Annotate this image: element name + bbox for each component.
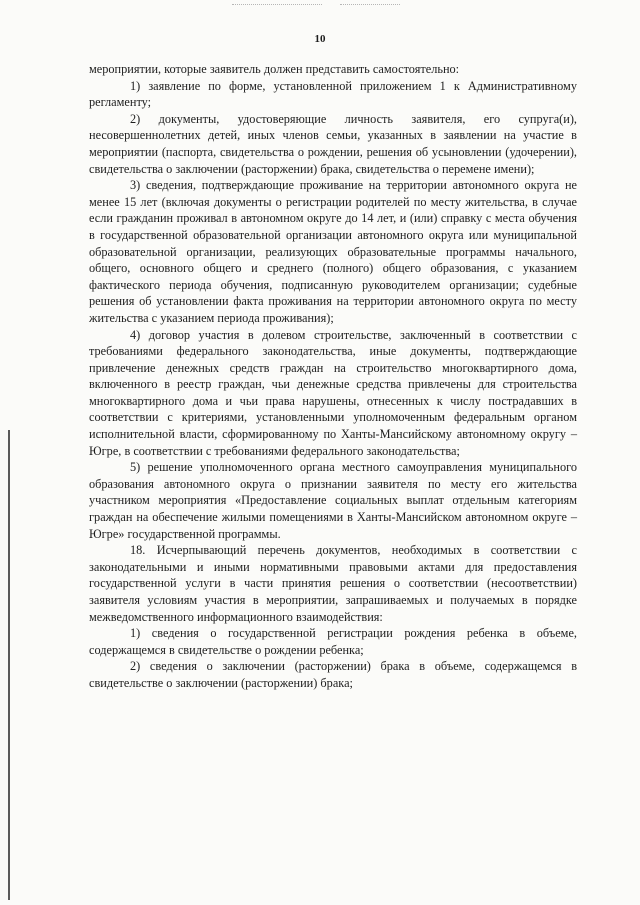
list-item-municipal-decision: 5) решение уполномоченного органа местного самоуправления муниципального образования автономного округа о признании заявителя по месту его жительства участником мероприятия «Предоставление социальных выплат отдельным категориям граждан на обеспечение жилыми помещениями в Ханты-Мансийском автономном округе – Югре» государственной программы. [89,460,577,541]
list-item-identity-documents: 2) документы, удостоверяющие личность заявителя, его супруга(и), несовершеннолетних детей, иных членов семьи, указанных в заявлении на участие в мероприятии (паспорта, свидетельства о рождении, решения об усыновлении (удочерении), свидетельства о заключении (расторжении) брака, свидетельства о перемене имени); [89,111,577,176]
scan-artifact [340,4,400,11]
list-item-marriage-registration: 2) сведения о заключении (расторжении) брака в объеме, содержащемся в свидетельстве о заключении (расторжении) брака; [89,659,577,690]
list-item-residence-proof: 3) сведения, подтверждающие проживание на территории автономного округа не менее 15 лет (включая документы о регистрации родителей по месту жительства, в случае если гражданин проживал в автономном округе до 14 лет, и (или) справку с места обучения в государственной образовательной организации автономного округа или муниципальной образовательной организации, реализующих образовательные программы начального, общего, основного общего и среднего (полного) общего образования, с указанием фактического периода обучения, подписанную руководителем организации; судебные решения об установлении факта проживания на территории автономного округа по месту жительства с указанием периода проживания); [89,178,577,325]
section-18-heading-paragraph: 18. Исчерпывающий перечень документов, необходимых в соответствии с законодательными и иными нормативными правовыми актами для предоставления государственной услуги в части принятия решения о соответствии (несоответствии) заявителя условиям участия в мероприятии, запрашиваемых и получаемых в порядке межведомственного информационного взаимодействия: [89,543,577,624]
scan-artifact [232,4,322,11]
list-item-birth-registration: 1) сведения о государственной регистрации рождения ребенка в объеме, содержащемся в свидетельстве о рождении ребенка; [89,626,577,657]
binding-edge [8,430,10,900]
list-item-application: 1) заявление по форме, установленной приложением 1 к Административному регламенту; [89,78,577,110]
document-body [89,61,577,692]
paragraph-intro-continuation: мероприятии, которые заявитель должен представить самостоятельно: [89,62,460,76]
list-item-shared-construction-contract: 4) договор участия в долевом строительстве, заключенный в соответствии с требованиями федерального законодательства, иные документы, подтверждающие привлечение денежных средств граждан на строительство многоквартирного дома, включенного в реестр граждан, чьи денежные средства привлечены для строительства многоквартирного дома и чьи права нарушены, отнесенных к числу пострадавших в соответствии с критериями, установленными уполномоченным федеральным органом исполнительной власти, сформированному по Ханты-Мансийскому автономному округу – Югре, в соответствии с требованиями федерального законодательства; [89,327,577,458]
page-number: 10 [314,33,326,45]
